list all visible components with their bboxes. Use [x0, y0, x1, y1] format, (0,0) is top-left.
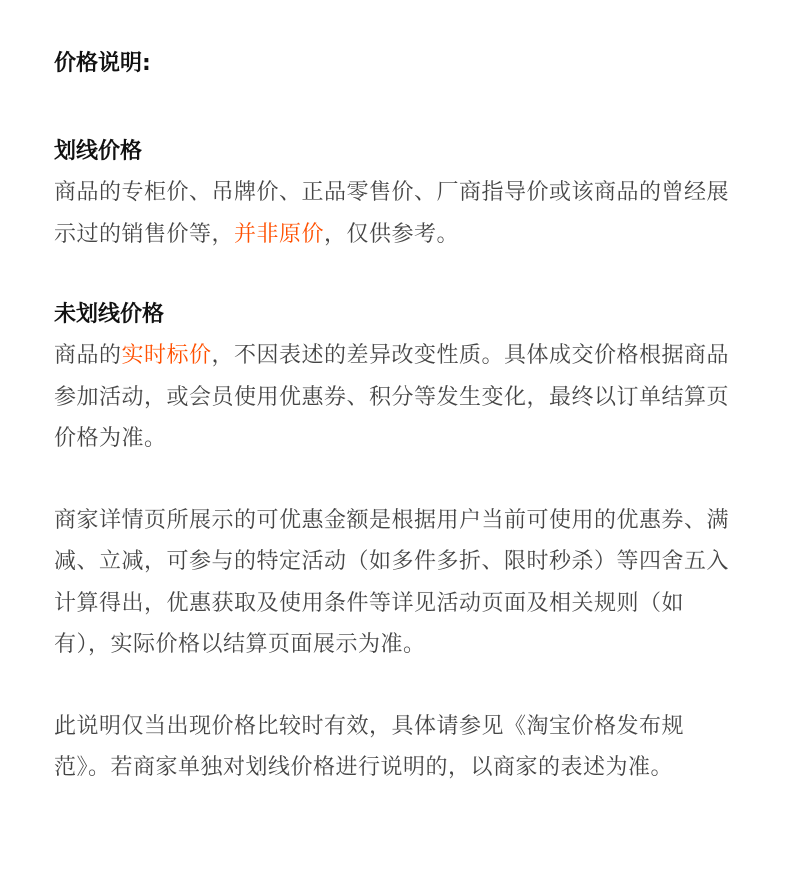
section-non-strikethrough-price: [54, 295, 736, 460]
page-title: 价格说明:: [54, 51, 151, 76]
highlight-text: 实时标价: [121, 343, 212, 368]
section-body: [54, 335, 736, 460]
body-text: ，不因表述的差异改变性质。具体成交价格根据商品参加活动，或会员使用优惠券、积分等发生变化，最终以订单结算页价格为准。: [54, 343, 730, 451]
body-text: 商品的: [54, 343, 122, 368]
section-heading: 未划线价格: [54, 302, 165, 327]
validity-note-paragraph: 此说明仅当出现价格比较时有效，具体请参见《淘宝价格发布规范》。若商家单独对划线价格进行说明的，以商家的表述为准。: [54, 713, 685, 780]
discount-explanation-paragraph: 商家详情页所展示的可优惠金额是根据用户当前可使用的优惠券、满减、立减，可参与的特定活动（如多件多折、限时秒杀）等四舍五入计算得出，优惠获取及使用条件等详见活动页面及相关规则（如有），实际价格以结算页面展示为准。: [54, 507, 730, 657]
body-text: ，仅供参考。: [324, 221, 460, 247]
section-body: [54, 172, 736, 255]
section-heading: 划线价格: [54, 139, 143, 164]
body-text: 商品的专柜价、吊牌价、正品零售价、厂商指导价或该商品的曾经展示过的销售价等，: [54, 180, 730, 247]
section-strikethrough-price: [54, 132, 736, 255]
highlight-text: 并非原价: [234, 221, 325, 247]
